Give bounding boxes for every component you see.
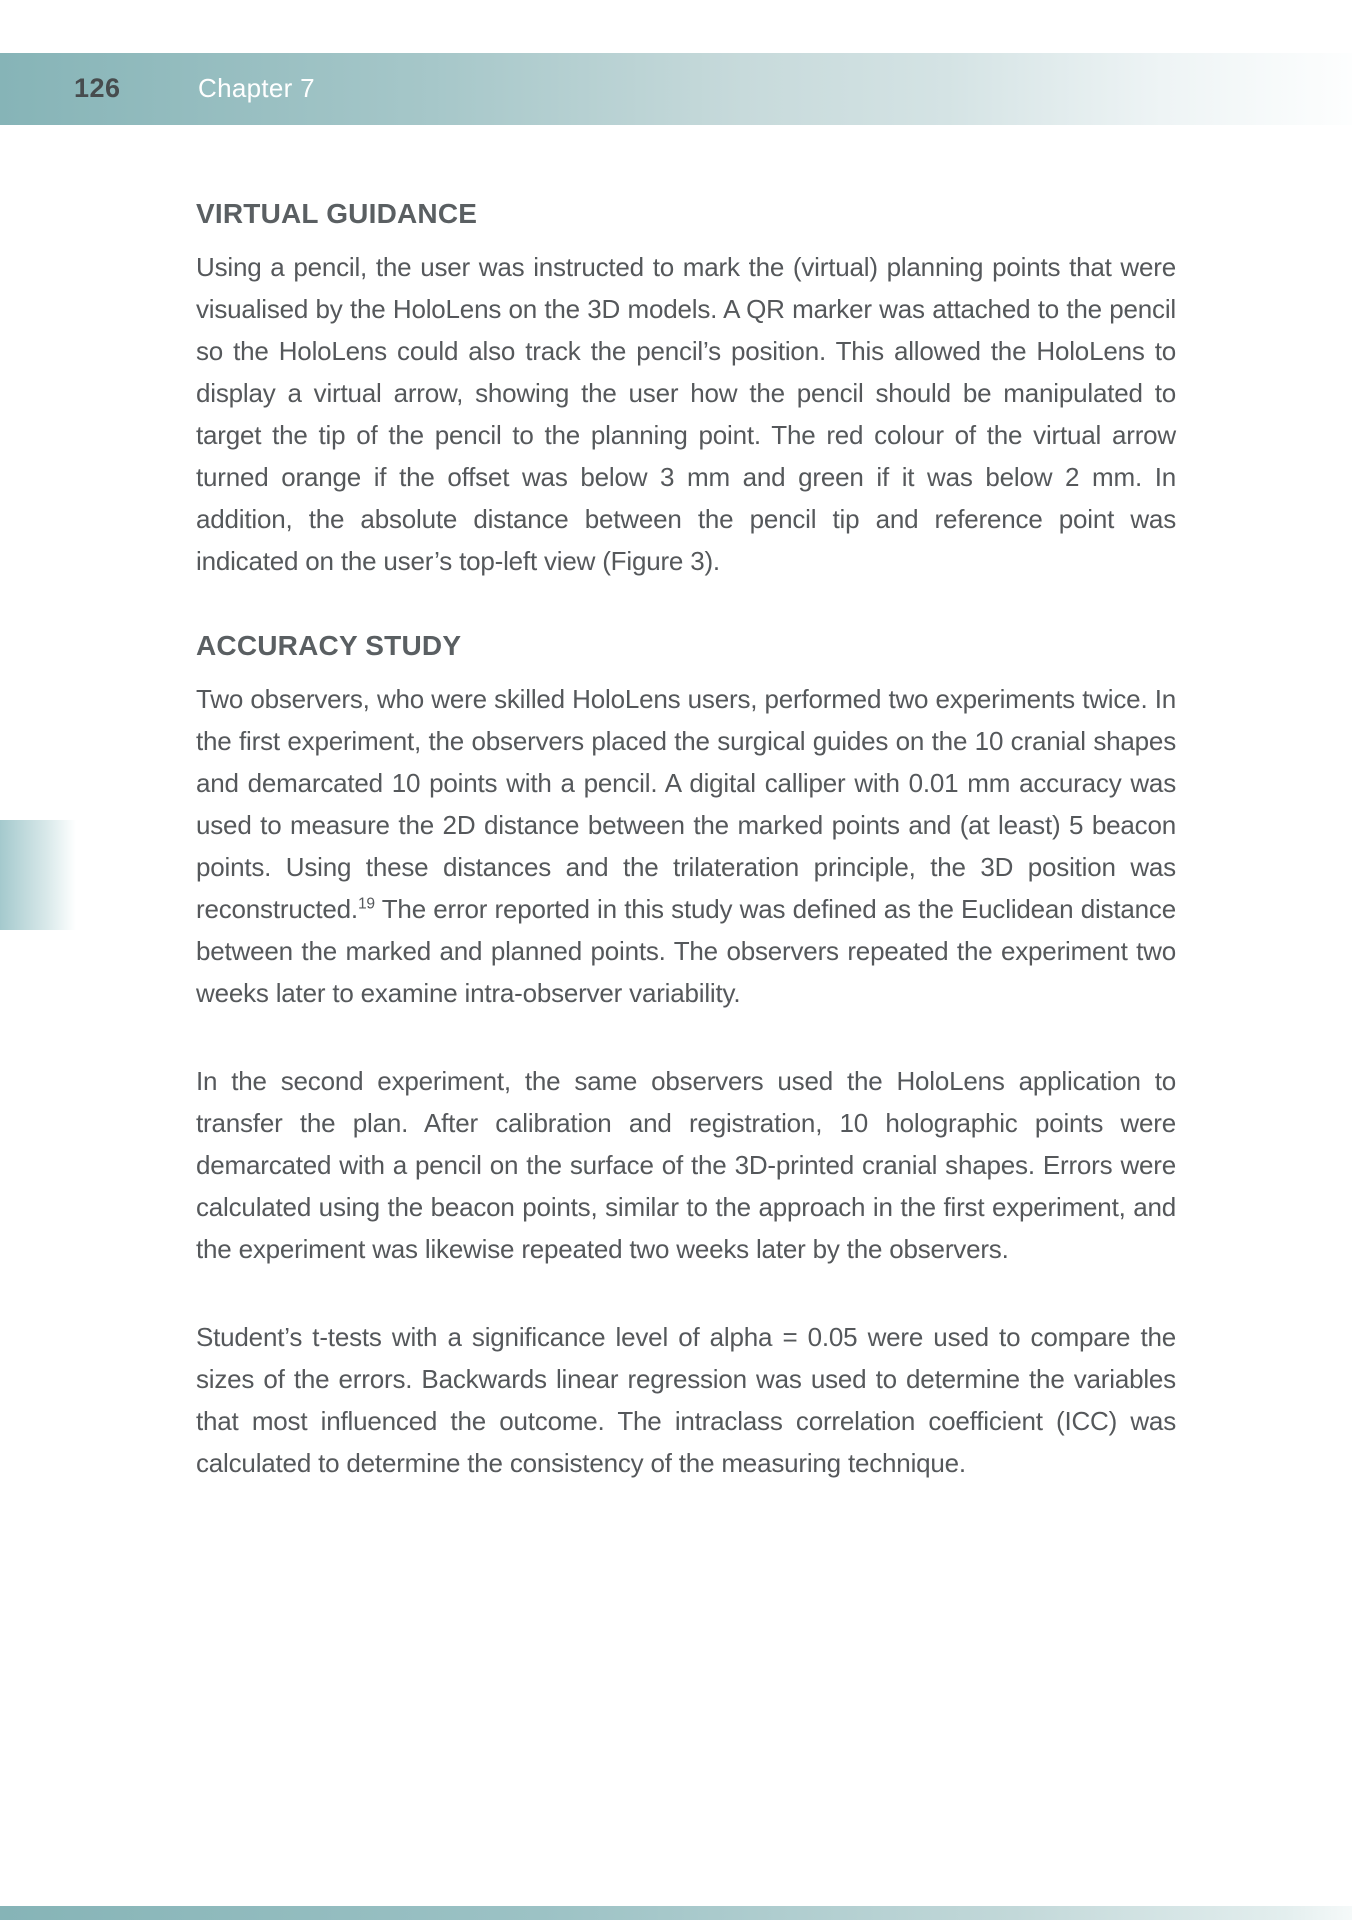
page-content [196,196,1176,1484]
paragraph-text: Two observers, who were skilled HoloLens users, performed two experiments twice. In the first experiment, the observers placed the surgical guides on the 10 cranial shapes and demarcated 10 points with a pencil. A digital calliper with 0.01 mm accuracy was used to measure the 2D distance between the marked points and (at least) 5 beacon points. Using these distances and the trilateration principle, the 3D position was reconstructed. [196,684,1176,924]
paragraph-accuracy-study-1 [196,678,1176,1014]
section-heading-accuracy-study: ACCURACY STUDY [196,630,462,661]
paragraph-accuracy-study-3: Student’s t-tests with a significance level of alpha = 0.05 were used to compare the sizes of the errors. Backwards linear regression was used to determine the variables that most influenced the outcome. The intraclass correlation coefficient (ICC) was calculated to determine the consistency of the measuring technique. [196,1322,1176,1478]
margin-accent-box [0,820,76,930]
page-header-bar [0,53,1352,125]
section-heading-virtual-guidance: VIRTUAL GUIDANCE [196,198,478,229]
page-number: 126 [74,72,121,103]
page-footer-bar [0,1906,1352,1920]
chapter-label: Chapter 7 [198,72,315,103]
paragraph-text: The error reported in this study was defined as the Euclidean distance between the marked and planned points. The observers repeated the experiment two weeks later to examine intra-observer variability. [196,894,1176,1008]
paragraph-accuracy-study-2: In the second experiment, the same observers used the HoloLens application to transfer the plan. After calibration and registration, 10 holographic points were demarcated with a pencil on the surface of the 3D-printed cranial shapes. Errors were calculated using the beacon points, similar to the approach in the first experiment, and the experiment was likewise repeated two weeks later by the observers. [196,1066,1176,1264]
citation-superscript: 19 [357,895,375,913]
paragraph-virtual-guidance: Using a pencil, the user was instructed to mark the (virtual) planning points that were visualised by the HoloLens on the 3D models. A QR marker was attached to the pencil so the HoloLens could also track the pencil’s position. This allowed the HoloLens to display a virtual arrow, showing the user how the pencil should be manipulated to target the tip of the pencil to the planning point. The red colour of the virtual arrow turned orange if the offset was below 3 mm and green if it was below 2 mm. In addition, the absolute distance between the pencil tip and reference point was indicated on the user’s top-left view (Figure 3). [196,252,1176,576]
